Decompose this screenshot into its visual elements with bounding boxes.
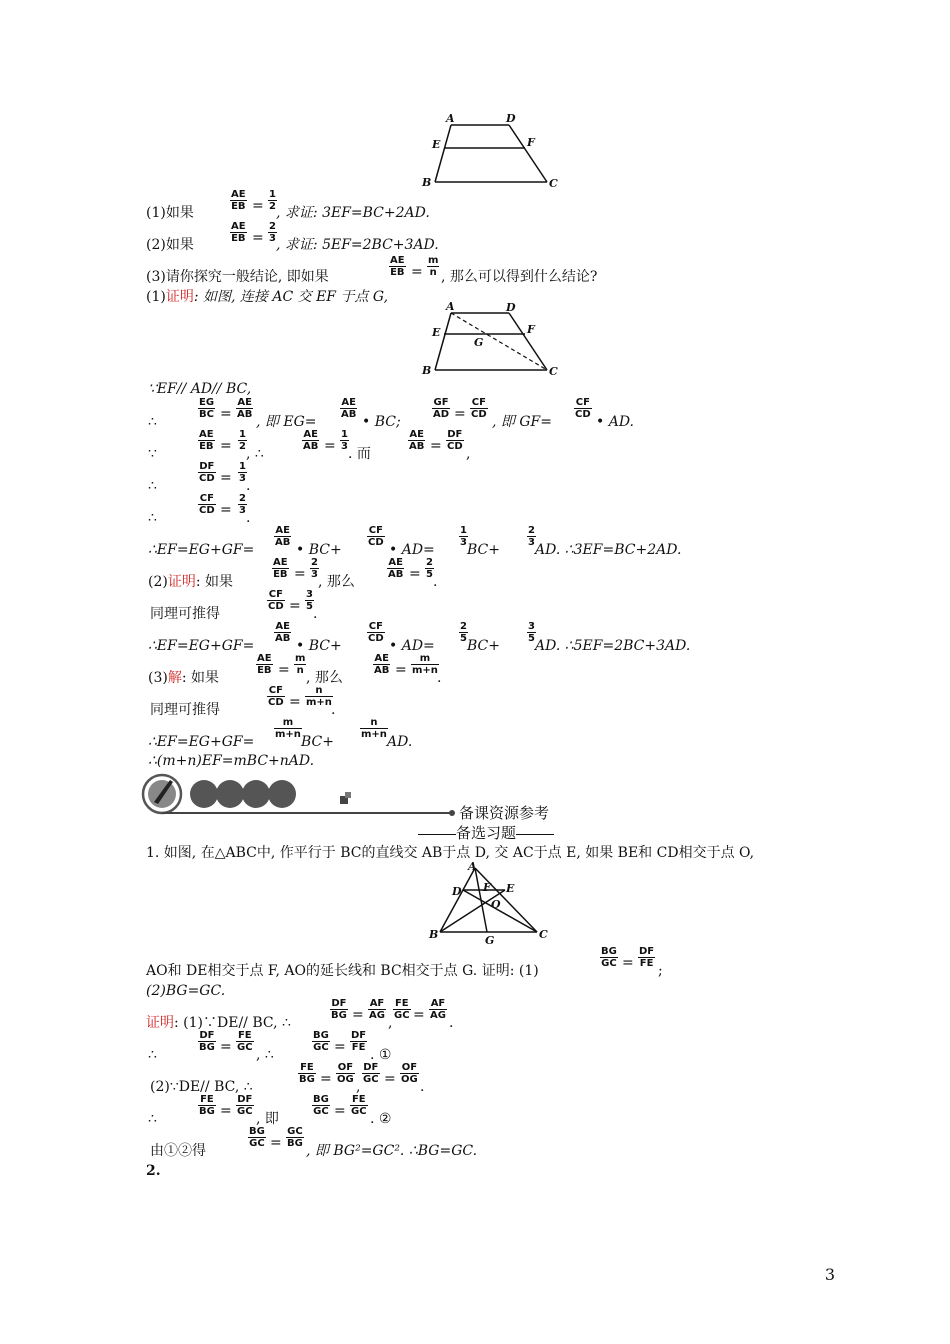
fraction: AE AB (275, 525, 291, 548)
fraction: AE EB (231, 221, 246, 244)
fraction: GC BG (287, 1126, 303, 1149)
fraction: CF CD (368, 621, 384, 644)
fraction: DF FE (639, 946, 655, 969)
q2-line: (2)如果 (146, 237, 194, 253)
fraction: DF GC (237, 1094, 253, 1117)
fraction: 2 5 (426, 557, 433, 580)
fraction: 1 2 (239, 429, 246, 452)
proof2-heading: (2)证明: 如果 (148, 574, 234, 590)
fraction: 2 5 (460, 621, 467, 644)
fraction: FE GC (351, 1094, 367, 1117)
fraction: AE AB (374, 653, 390, 676)
exercise-1-line-3: (2)BG=GC. (146, 983, 226, 999)
fig1-label-e: E (432, 138, 441, 151)
exercise-1-line-1: 1. 如图, 在△ABC中, 作平行于 BC的直线交 AB于点 D, 交 AC于点 E, 如果 BE和 CD相交于点 O, (146, 845, 755, 861)
fig3-label-c: C (539, 928, 548, 941)
fig2-label-c: C (549, 365, 558, 378)
fig2-label-f: F (527, 323, 535, 336)
fraction: BG GC (249, 1126, 265, 1149)
fraction: DF GC (363, 1062, 379, 1085)
fraction: FE BG (299, 1062, 315, 1085)
fraction: AE AB (303, 429, 319, 452)
fraction: 1 3 (460, 525, 467, 548)
triangle-figure (425, 858, 555, 948)
fig1-label-f: F (527, 136, 535, 149)
fraction: CF CD (575, 397, 591, 420)
q2-text: , 求证: 5EF=2BC+3AD. (276, 237, 439, 253)
fraction: DF CD (447, 429, 463, 452)
fraction: OF OG (337, 1062, 354, 1085)
fraction: FE BG (199, 1094, 215, 1117)
fraction: m m+n (275, 717, 301, 740)
final-conclusion: ∴(m+n)EF=mBC+nAD. (148, 753, 315, 769)
fig3-label-d: D (452, 885, 462, 898)
fraction: FE GC (394, 998, 410, 1021)
fraction: AF AG (369, 998, 385, 1021)
fraction: AE AB (275, 621, 291, 644)
fraction: 3 5 (306, 589, 313, 612)
fig3-label-b: B (429, 928, 439, 941)
fig1-label-c: C (549, 177, 558, 190)
fraction: n m+n (306, 685, 332, 708)
fig1-label-a: A (446, 112, 455, 125)
fraction: m n (428, 255, 439, 278)
fig2-label-g: G (474, 336, 484, 349)
fraction: CF CD (199, 493, 215, 516)
fraction: m m+n (412, 653, 438, 676)
fraction: DF FE (351, 1030, 367, 1053)
q1-text: , 求证: 3EF=BC+2AD. (276, 205, 430, 221)
fraction: CF CD (268, 589, 284, 612)
fig3-label-f: F (483, 881, 491, 894)
frac-ae-eb: AE EB (231, 189, 246, 212)
page-number: 3 (824, 1265, 835, 1284)
fraction: EG BC (199, 397, 215, 420)
because-parallel: ∵EF// AD// BC, (148, 381, 252, 397)
fraction: AE AB (237, 397, 253, 420)
fraction: BG GC (313, 1094, 329, 1117)
fraction: CF CD (471, 397, 487, 420)
fraction: AE EB (257, 653, 272, 676)
frac-1-2: 1 2 (269, 189, 276, 212)
fig1-label-b: B (422, 176, 432, 189)
trapezoid-figure-1 (418, 110, 568, 195)
exercise-1-line-2: AO和 DE相交于点 F, AO的延长线和 BC相交于点 G. 证明: (1) (146, 963, 539, 979)
fraction: CF CD (368, 525, 384, 548)
fraction: AE EB (199, 429, 214, 452)
fig2-label-e: E (432, 326, 441, 339)
exercise-subtitle: 备选习题 (418, 824, 554, 842)
fraction: CF CD (268, 685, 284, 708)
banner-title: 备课资源参考 (459, 804, 550, 822)
fraction: AE AB (409, 429, 425, 452)
fig2-label-a: A (446, 300, 455, 313)
fig3-label-e: E (506, 882, 515, 895)
fraction: n m+n (361, 717, 387, 740)
fraction: AE AB (341, 397, 357, 420)
fraction: AE EB (273, 557, 288, 580)
proof1-heading: (1)证明: 如图, 连接 AC 交 EF 于点 G, (146, 289, 389, 305)
q1-line: (1)如果 (146, 205, 194, 221)
fig3-label-g: G (485, 934, 495, 947)
fraction: BG GC (313, 1030, 329, 1053)
fraction: 1 3 (239, 461, 246, 484)
fraction: DF BG (199, 1030, 215, 1053)
fraction: BG GC (601, 946, 617, 969)
fraction: 2 3 (239, 493, 246, 516)
fraction: GF AD (433, 397, 450, 420)
q3-line: (3)请你探究一般结论, 即如果 (146, 269, 329, 285)
fig2-label-d: D (506, 301, 516, 314)
fraction: m n (295, 653, 306, 676)
fraction: DF BG (331, 998, 347, 1021)
fraction: DF CD (199, 461, 215, 484)
fraction: AF AG (430, 998, 446, 1021)
fraction: 1 3 (341, 429, 348, 452)
fig2-label-b: B (422, 364, 432, 377)
fig1-label-d: D (506, 112, 516, 125)
sum-line-1: ∴EF=EG+GF= (148, 542, 255, 558)
fraction: OF OG (401, 1062, 418, 1085)
sum-line-2: ∴EF=EG+GF= (148, 638, 255, 654)
fraction: AE AB (388, 557, 404, 580)
fig3-label-a: A (468, 860, 477, 873)
q3-text: , 那么可以得到什么结论? (441, 269, 598, 285)
part3-heading: (3)解: 如果 (148, 670, 220, 686)
item-2-label: 2. (146, 1163, 161, 1179)
trapezoid-figure-2 (418, 298, 568, 383)
fraction: FE GC (237, 1030, 253, 1053)
fraction: 2 3 (269, 221, 276, 244)
fraction: 3 5 (528, 621, 535, 644)
sum-line-3: ∴EF=EG+GF= (148, 734, 255, 750)
fraction: 2 3 (528, 525, 535, 548)
fraction: AE EB (390, 255, 405, 278)
fig3-label-o: O (491, 898, 501, 911)
solution-1: 证明: (1)∵DE// BC, ∴ (146, 1015, 291, 1031)
fraction: 2 3 (311, 557, 318, 580)
